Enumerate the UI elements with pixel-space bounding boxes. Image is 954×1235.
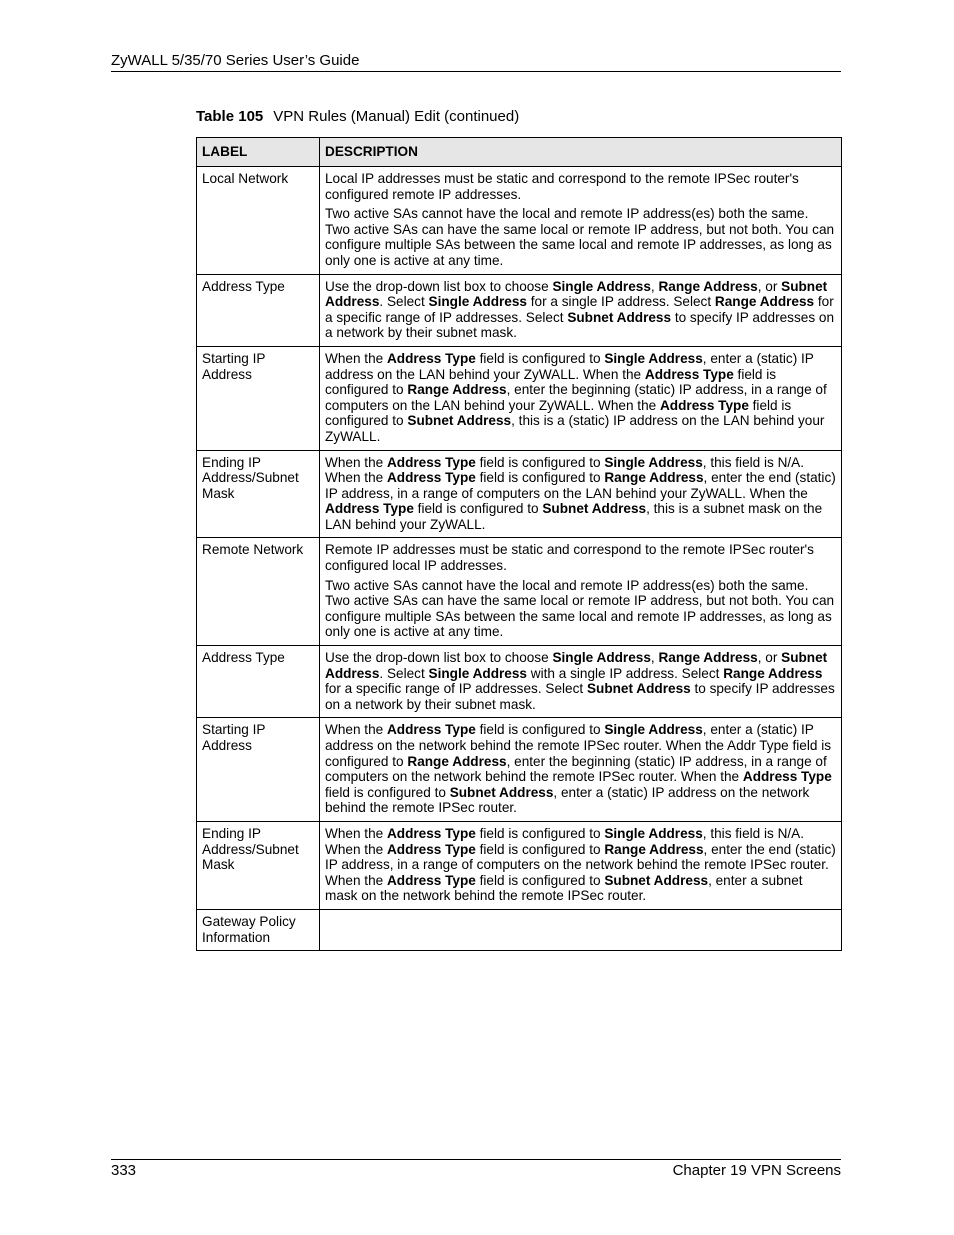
description-text: field is configured to (475, 470, 605, 486)
field-name-term: Subnet Address (586, 681, 691, 697)
description-text: , enter a (static) IP address on the network behind the remote IPSec router. When the Addr Type field is configured to (325, 722, 832, 769)
description-text: field is configured to (325, 784, 450, 800)
field-name-term: Subnet Address (604, 872, 709, 888)
description-text: to specify IP addresses on a network by their subnet mask. (325, 309, 835, 341)
description-paragraph (325, 279, 836, 341)
row-description (320, 346, 842, 450)
field-name-term: Address Type (386, 825, 476, 841)
table-caption-label: Table 105 (196, 108, 264, 125)
row-label: Local Network (197, 167, 320, 275)
row-label: Ending IP Address/Subnet Mask (197, 450, 320, 538)
row-description (320, 646, 842, 718)
field-name-term: Range Address (714, 294, 815, 310)
description-text: to specify IP addresses on a network by their subnet mask. (325, 681, 835, 712)
field-name-term: Range Address (658, 650, 758, 666)
description-text: When the (325, 722, 387, 738)
description-text: with a single IP address. Select (527, 665, 724, 681)
field-name-term: Address Type (386, 470, 476, 486)
description-text: , (650, 278, 659, 294)
table-row (197, 646, 842, 718)
description-text: , enter a subnet mask on the network behind the remote IPSec router. (325, 872, 803, 904)
description-text: for a single IP address. Select (527, 294, 715, 310)
table-row (197, 538, 842, 646)
field-name-term: Single Address (552, 278, 651, 294)
description-text: for a specific range of IP addresses. Select (325, 681, 587, 697)
label-column-header: LABEL (197, 138, 320, 167)
field-name-term: Address Type (742, 769, 832, 785)
description-text: for a specific range of IP addresses. Select (325, 294, 834, 325)
description-text: field is configured to (325, 397, 792, 429)
description-text: , this field is N/A. When the (325, 454, 805, 486)
field-name-term: Subnet Address (325, 650, 828, 681)
description-text: , this field is N/A. When the (325, 825, 805, 857)
row-label: Starting IP Address (197, 346, 320, 450)
table-row (197, 450, 842, 538)
table-body (197, 167, 842, 951)
description-text: When the (325, 454, 387, 470)
field-name-term: Range Address (407, 753, 507, 769)
description-text: When the (325, 825, 387, 841)
vpn-rules-table (196, 137, 842, 951)
description-text: field is configured to (475, 350, 605, 366)
field-name-term: Range Address (604, 841, 704, 857)
field-name-term: Single Address (604, 350, 703, 366)
field-name-term: Subnet Address (325, 278, 828, 310)
table-row (197, 167, 842, 275)
row-label: Address Type (197, 646, 320, 718)
field-name-term: Address Type (386, 722, 476, 738)
description-paragraph (325, 826, 836, 904)
description-text: field is configured to (413, 501, 543, 517)
description-text: . Select (379, 665, 429, 681)
description-text: field is configured to (475, 841, 605, 857)
field-name-term: Single Address (604, 722, 703, 738)
field-name-term: Range Address (407, 382, 507, 398)
description-text: , or (757, 278, 782, 294)
field-name-term: Range Address (604, 470, 704, 486)
description-text: , enter the beginning (static) IP address, in a range of computers on the network behind the remote IPSec router. When the (325, 753, 827, 785)
description-text: , (650, 650, 659, 666)
description-paragraph (325, 542, 836, 573)
description-paragraph (325, 455, 836, 533)
table-row (197, 274, 842, 346)
row-description (320, 274, 842, 346)
description-text: Two active SAs cannot have the local and remote IP address(es) both the same. Two active SAs can have the same local or remote IP address, but not both. You can configure multiple SAs between the same local and remote IP addresses, as long as only one is active at any time. (325, 577, 835, 640)
table-row (197, 346, 842, 450)
field-name-term: Address Type (659, 397, 749, 413)
row-description (320, 821, 842, 909)
description-text: , enter the end (static) IP address, in a range of computers on the network behind the remote IPSec router. When the (325, 841, 836, 888)
row-label: Address Type (197, 274, 320, 346)
field-name-term: Address Type (386, 841, 476, 857)
row-description (320, 167, 842, 275)
page-number: 333 (111, 1162, 137, 1179)
description-text: , or (757, 650, 782, 666)
field-name-term: Single Address (604, 825, 703, 841)
row-label: Starting IP Address (197, 718, 320, 822)
description-paragraph (325, 578, 836, 640)
field-name-term: Subnet Address (542, 501, 647, 517)
field-name-term: Subnet Address (567, 309, 672, 325)
row-label: Gateway Policy Information (197, 909, 320, 950)
description-text: , enter a (static) IP address on the network behind the remote IPSec router. (325, 784, 810, 816)
description-text: Local IP addresses must be static and correspond to the remote IPSec router's configured remote IP addresses. (325, 171, 799, 202)
description-text: Use the drop-down list box to choose (325, 650, 553, 666)
field-name-term: Subnet Address (407, 413, 512, 429)
field-name-term: Address Type (386, 350, 476, 366)
field-name-term: Single Address (428, 665, 527, 681)
description-text: , this is a subnet mask on the LAN behind your ZyWALL. (325, 501, 823, 532)
field-name-term: Address Type (386, 454, 476, 470)
table-caption-text: VPN Rules (Manual) Edit (continued) (273, 108, 520, 125)
row-label: Remote Network (197, 538, 320, 646)
chapter-title: Chapter 19 VPN Screens (672, 1162, 841, 1179)
header-rule (111, 71, 841, 72)
row-label: Ending IP Address/Subnet Mask (197, 821, 320, 909)
table-row (197, 909, 842, 950)
description-paragraph (325, 171, 836, 202)
field-name-term: Range Address (723, 665, 823, 681)
row-description (320, 450, 842, 538)
description-text: , enter the end (static) IP address, in a range of computers on the LAN behind your ZyWALL. When the (325, 470, 836, 501)
description-text: . Select (379, 294, 429, 310)
field-name-term: Single Address (604, 454, 703, 470)
table-row (197, 821, 842, 909)
description-text: Use the drop-down list box to choose (325, 278, 553, 294)
description-text: , this is a (static) IP address on the LAN behind your ZyWALL. (325, 413, 825, 444)
field-name-term: Single Address (428, 294, 527, 310)
field-name-term: Address Type (644, 366, 734, 382)
row-description (320, 909, 842, 950)
description-text: field is configured to (475, 722, 605, 738)
description-column-header: DESCRIPTION (320, 138, 842, 167)
row-description (320, 718, 842, 822)
table-caption (196, 108, 519, 125)
description-paragraph (325, 206, 836, 268)
running-header: ZyWALL 5/35/70 Series User’s Guide (111, 52, 360, 69)
table-row (197, 718, 842, 822)
field-name-term: Subnet Address (449, 784, 554, 800)
description-text: field is configured to (325, 366, 777, 398)
table-header-row (197, 138, 842, 167)
description-paragraph (325, 722, 836, 816)
description-text: , enter a (static) IP address on the LAN behind your ZyWALL. When the (325, 350, 814, 382)
description-text: , enter the beginning (static) IP address, in a range of computers on the LAN behind your ZyWALL. When the (325, 382, 827, 413)
description-text: Remote IP addresses must be static and correspond to the remote IPSec router's configured local IP addresses. (325, 542, 814, 574)
field-name-term: Single Address (552, 650, 651, 666)
field-name-term: Range Address (658, 278, 758, 294)
field-name-term: Address Type (386, 872, 476, 888)
description-paragraph (325, 351, 836, 445)
description-text: Two active SAs cannot have the local and remote IP address(es) both the same. Two active SAs can have the same local or remote IP address, but not both. You can configure multiple SAs between the same local and remote IP addresses, as long as only one is active at any time. (325, 206, 835, 268)
description-text: When the (325, 350, 387, 366)
footer-rule (111, 1159, 841, 1160)
field-name-term: Address Type (325, 501, 414, 517)
description-text: field is configured to (475, 872, 605, 888)
row-description (320, 538, 842, 646)
description-text: field is configured to (475, 454, 605, 470)
description-text: field is configured to (475, 825, 605, 841)
description-paragraph (325, 650, 836, 712)
